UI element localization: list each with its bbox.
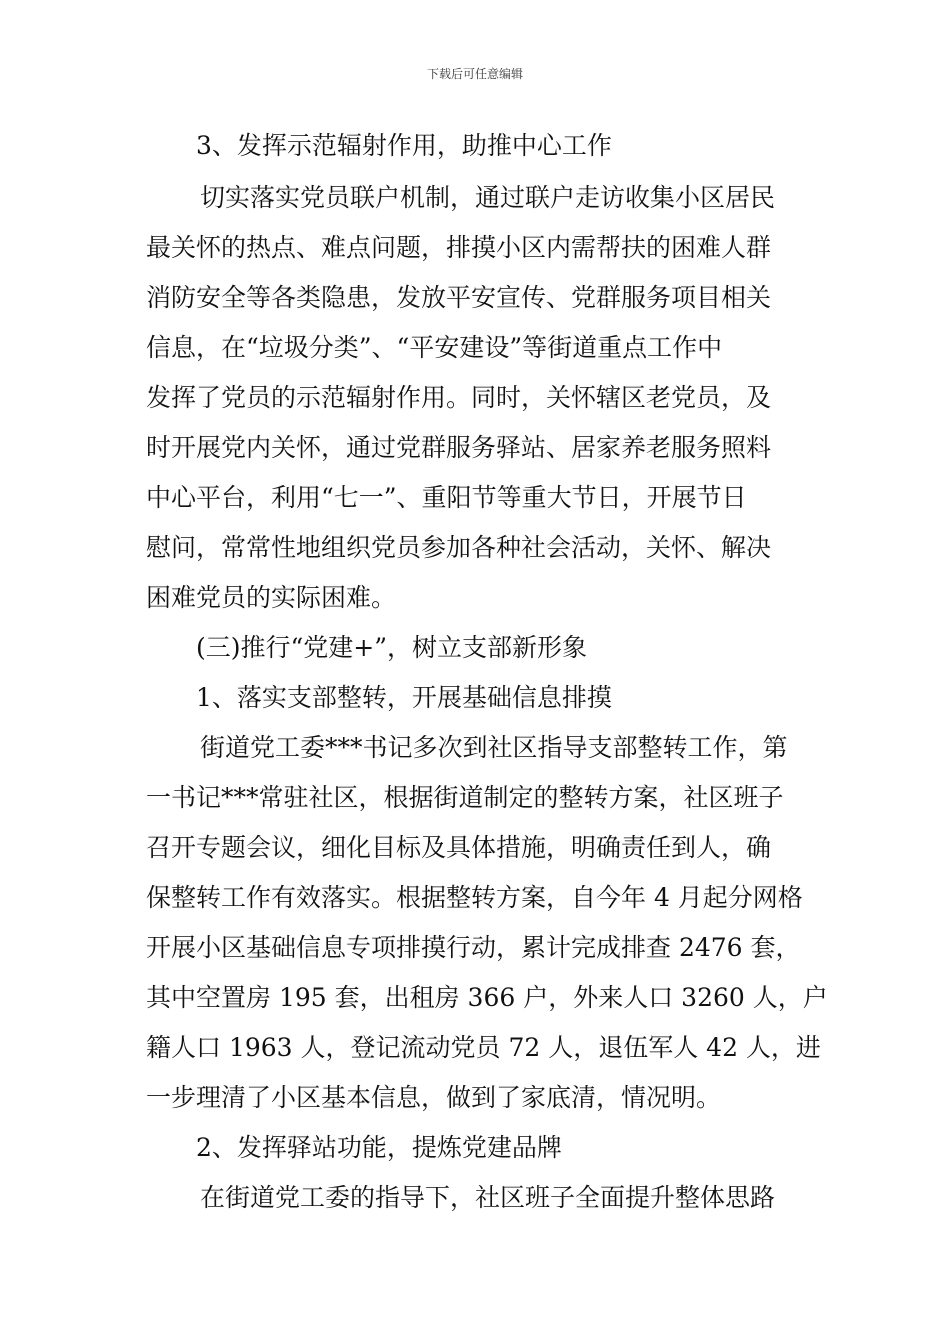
section-heading: (三)推行“党建+”，树立支部新形象: [196, 633, 588, 662]
section-heading: 1、落实支部整转，开展基础信息排摸: [196, 683, 612, 712]
section-heading: 3、发挥示范辐射作用，助推中心工作: [196, 131, 612, 160]
paragraph-line: 街道党工委***书记多次到社区指导支部整转工作，第: [200, 733, 788, 762]
paragraph-line: 中心平台，利用“七一”、重阳节等重大节日，开展节日: [146, 483, 747, 512]
paragraph-line: 最关怀的热点、难点问题，排摸小区内需帮扶的困难人群: [146, 233, 772, 262]
section-heading: 2、发挥驿站功能，提炼党建品牌: [196, 1133, 562, 1162]
paragraph-line: 消防安全等各类隐患，发放平安宣传、党群服务项目相关: [146, 283, 772, 312]
paragraph-line: 籍人口 1963 人，登记流动党员 72 人，退伍军人 42 人，进: [146, 1033, 821, 1062]
paragraph-line: 发挥了党员的示范辐射作用。同时，关怀辖区老党员，及: [146, 383, 772, 412]
paragraph-line: 其中空置房 195 套，出租房 366 户，外来人口 3260 人，户: [146, 983, 828, 1012]
paragraph-line: 切实落实党员联户机制，通过联户走访收集小区居民: [200, 183, 776, 212]
paragraph-line: 信息，在“垃圾分类”、“平安建设”等街道重点工作中: [146, 333, 723, 362]
paragraph-line: 开展小区基础信息专项排摸行动，累计完成排查 2476 套，: [146, 933, 801, 962]
paragraph-line: 召开专题会议，细化目标及具体措施，明确责任到人，确: [146, 833, 772, 862]
paragraph-line: 时开展党内关怀，通过党群服务驿站、居家养老服务照料: [146, 433, 772, 462]
paragraph-line: 慰问，常常性地组织党员参加各种社会活动，关怀、解决: [146, 533, 772, 562]
paragraph-line: 困难党员的实际困难。: [146, 583, 397, 612]
paragraph-line: 一书记***常驻社区，根据街道制定的整转方案，社区班子: [146, 783, 784, 812]
paragraph-line: 在街道党工委的指导下，社区班子全面提升整体思路: [200, 1183, 776, 1212]
paragraph-line: 保整转工作有效落实。根据整转方案，自今年 4 月起分网格: [146, 883, 803, 912]
page-header: 下载后可任意编辑: [426, 67, 523, 81]
paragraph-line: 一步理清了小区基本信息，做到了家底清，情况明。: [146, 1083, 722, 1112]
